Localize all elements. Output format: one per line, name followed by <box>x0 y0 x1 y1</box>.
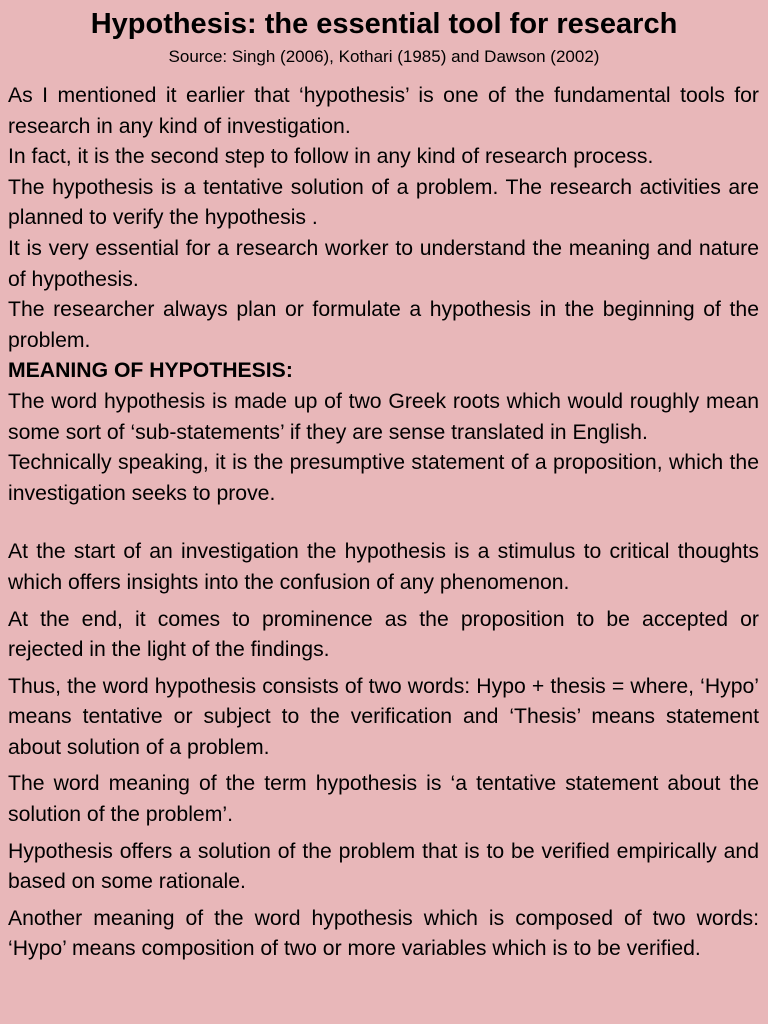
paragraph: Hypothesis offers a solution of the problem that is to be verified empirically and based on some rationale. <box>8 839 759 894</box>
paragraph: It is very essential for a research worker to understand the meaning and nature of hypothesis. <box>8 236 759 291</box>
slide-title: Hypothesis: the essential tool for research <box>90 8 678 40</box>
paragraph: The hypothesis is a tentative solution of a problem. The research activities are planned to verify the hypothesis . <box>8 175 759 230</box>
section-heading: MEANING OF HYPOTHESIS: <box>8 359 293 383</box>
paragraph: As I mentioned it earlier that ‘hypothesis’ is one of the fundamental tools for research in any kind of investigation. <box>8 84 759 138</box>
source-citation: Source: Singh (2006), Kothari (1985) and Dawson (2002) <box>168 47 600 66</box>
paragraph: The word hypothesis is made up of two Greek roots which would roughly mean some sort of ‘sub-statements’ if they are sense translated in English. <box>8 389 759 444</box>
slide-body <box>8 81 759 965</box>
paragraph: The researcher always plan or formulate a hypothesis in the beginning of the problem. <box>8 298 759 352</box>
paragraph: Technically speaking, it is the presumptive statement of a proposition, which the investigation seeks to prove. <box>8 451 759 505</box>
paragraph: At the end, it comes to prominence as the proposition to be accepted or rejected in the light of the findings. <box>8 607 759 662</box>
paragraph: Another meaning of the word hypothesis which is composed of two words: ‘Hypo’ means composition of two or more variables which is to be verified. <box>8 906 759 961</box>
paragraph: At the start of an investigation the hypothesis is a stimulus to critical thoughts which offers insights into the confusion of any phenomenon. <box>8 540 759 594</box>
paragraph: Thus, the word hypothesis consists of two words: Hypo + thesis = where, ‘Hypo’ means tentative or subject to the verification and ‘Thesis’ means statement about solution of a problem. <box>8 674 759 759</box>
paragraph: The word meaning of the term hypothesis is ‘a tentative statement about the solution of the problem’. <box>8 772 759 827</box>
paragraph: In fact, it is the second step to follow in any kind of research process. <box>8 145 654 169</box>
